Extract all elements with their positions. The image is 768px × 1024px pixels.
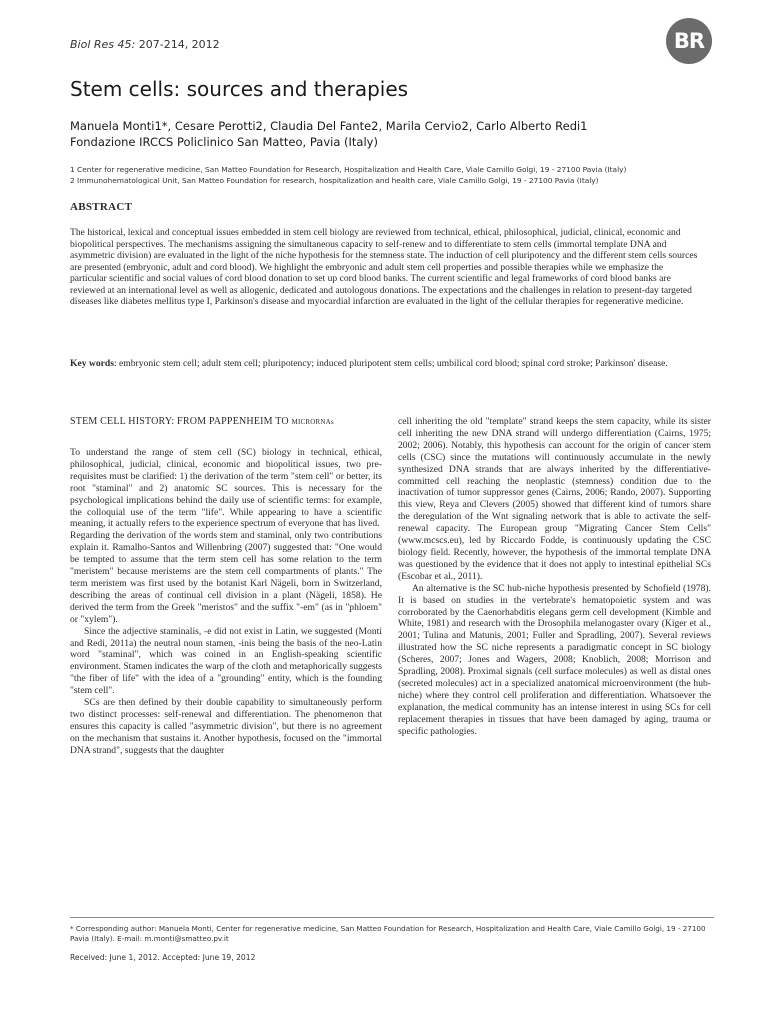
affiliation-2: 2 Immunohematological Unit, San Matteo Foundation for research, hospitalization and health care, Viale Camillo Golgi, 19 - 27100 Pavia (Italy) bbox=[70, 176, 599, 185]
section-heading-end: RNAs bbox=[315, 418, 334, 426]
section-heading bbox=[70, 416, 334, 427]
paragraph: cell inheriting the old "template" strand keeps the stem capacity, while its sister cell inheriting the new DNA strand will undergo differentiation (Cairns, 1975; 2002; 2006). Notably, this hypothesis can account for the origin of cancer stem cells (CSC) since the mutations will continuously accumulate in the newly synthesized DNA strands that are always inherited by the differentiative-committed cell reaching the neoplastic (stemness) condition due to the inactivation of tumor suppressor genes (Cairns, 2006; Rando, 2007). Supporting this view, Reya and Clevers (2005) showed that different kind of tumors share the deregulation of the Wnt signaling network that is able to activate the self-renewal capacity. The European group "Migrating Cancer Stem Cells" (www.mcscs.eu), led by Riccardo Fodde, is continuously updating the CSC biology field. Recently, however, the hypothesis of the immortal template DNA was questioned by the evidence that it does not apply to intestinal epithelial SCs (Escobar et al., 2011). bbox=[398, 416, 711, 582]
journal-logo: BR bbox=[666, 18, 712, 64]
abstract-heading: ABSTRACT bbox=[70, 201, 133, 213]
paragraph: Regarding the derivation of the words stem and staminal, only two contributions explain it. Ramalho-Santos and Willenbring (2007) suggested that: "One would be tempted to assume that the term stem cell has some relation to the term "meristem" because meristems are the stem cell compartments of plants." The term meristem was first used by the botanist Karl Nägeli, born in Switzerland, describing the areas of continual cell division in a plant (Nägeli, 1858). He derived the term from the Greek "meristos" and the suffix "-em" (as in "phloem" or "xylem"). bbox=[70, 530, 382, 625]
keywords-label: Key words bbox=[70, 358, 114, 369]
paragraph: Since the adjective staminalis, -e did not exist in Latin, we suggested (Monti and Redi, 2011a) the neutral noun stamen, -inis being the basis of the neo-Latin word "staminal", which was coined in an English-speaking scientific environment. Stamen indicates the warp of the cloth and metaphorically suggests "the fiber of life" with the idea of a "grounding" entity, which is the founding "stem cell". bbox=[70, 625, 382, 697]
section-heading-main: STEM CELL HISTORY: FROM PAPPENHEIM TO bbox=[70, 416, 292, 427]
corresponding-author-note: * Corresponding author: Manuela Monti, Center for regenerative medicine, San Matteo Foundation for Research, Hospitalization and Health Care, Viale Camillo Golgi, 19 - 27100 Pavia (Italy). E-mail: m.monti@smatteo.pv.it bbox=[70, 924, 706, 943]
journal-pages: 207-214, 2012 bbox=[135, 38, 220, 51]
paragraph: An alternative is the SC hub-niche hypothesis presented by Schofield (1978). It is based on studies in the vertebrate's hematopoietic system and was corroborated by the Caenorhabditis elegans germ cell development (Kimble and White, 1981) and research with the Drosophila melanogaster ovary (Kiger et al., 2001; Tulina and Matunis, 2001; Fuller and Spradling, 2007). Several reviews illustrated how the SC niche represents a paradigmatic concept in SC biology (Scheres, 2007; Jones and Wagers, 2008; Knoblich, 2008; Morrison and Spradling, 2008). Proximal signals (cell surface molecules) as well as distal ones (secreted molecules) act in a specialized anatomical microenvironment (the hub-niche) where they control cell proliferation and differentiation. Whatsoever the explanation, the medical community has an intense interest in using SCs for cell replacement therapies in tissues that have been damaged by aging, trauma or specific pathologies. bbox=[398, 582, 711, 737]
affiliation-1: 1 Center for regenerative medicine, San Matteo Foundation for Research, Hospitalization and Health Care, Viale Camillo Golgi, 19 - 27100 Pavia (Italy) bbox=[70, 165, 627, 174]
right-column bbox=[398, 416, 711, 737]
abstract-text: The historical, lexical and conceptual issues embedded in stem cell biology are reviewed from technical, ethical, philosophical, judicial, clinical, economic and biopolitical perspectives. The mechanisms assigning the simultaneous capacity to self-renew and to differentiate to stem cells (immortal template DNA and asymmetric division) are evaluated in the light of the niche hypothesis for the stemness state. The induction of cell pluripotency and the different stem cells sources are presented (embryonic, adult and cord blood). We highlight the embryonic and adult stem cell properties and possible therapies while we emphasize the particular scientific and social values of cord blood donation to set up cord blood banks. The current scientific and legal frameworks of cord blood banks are reviewed at an international level as well as allogenic, dedicated and autologous donations. The expectations and the challenges in relation to present-day targeted diseases like diabetes mellitus type I, Parkinson's disease and myocardial infarction are evaluated in the light of the cellular therapies for regenerative medicine. bbox=[70, 227, 698, 307]
author-block bbox=[70, 118, 710, 150]
section-heading-small: MICRO bbox=[291, 418, 316, 426]
keywords bbox=[70, 358, 702, 370]
received-dates: Received: June 1, 2012. Accepted: June 19, 2012 bbox=[70, 953, 256, 962]
journal-name: Biol Res 45: bbox=[70, 38, 136, 51]
article-title: Stem cells: sources and therapies bbox=[70, 77, 409, 101]
paragraph: To understand the range of stem cell (SC) biology in technical, ethical, philosophical, judicial, clinical, economic and biopolitical issues, two pre-requisites must be clarified: 1) the derivation of the term "stem cell" or better, its root "staminal" and 2) anatomic SC sources. This is necessary for the psychological implications behind the daily use of scientific terms: for example, the colloquial use of the term "life". While appearing to have a scientific meaning, it actually refers to the experience spectrum of everyone that has lived. bbox=[70, 447, 382, 530]
journal-citation bbox=[70, 38, 220, 51]
left-column bbox=[70, 447, 382, 757]
keywords-text: : embryonic stem cell; adult stem cell; pluripotency; induced pluripotent stem cells; umbilical cord blood; spinal cord stroke; Parkinson' disease. bbox=[113, 358, 668, 369]
footnote-divider bbox=[70, 917, 714, 918]
paragraph: SCs are then defined by their double capability to simultaneously perform two distinct processes: self-renewal and differentiation. The phenomenon that ensures this capacity is called "asymmetric division", but there is no agreement on the mechanism that sustains it. Another hypothesis, focused on the "immortal DNA strand", suggests that the daughter bbox=[70, 697, 382, 756]
institution: Fondazione IRCCS Policlinico San Matteo, Pavia (Italy) bbox=[70, 135, 378, 149]
author-list: Manuela Monti1*, Cesare Perotti2, Claudia Del Fante2, Marila Cervio2, Carlo Alberto Redi1 bbox=[70, 119, 588, 133]
